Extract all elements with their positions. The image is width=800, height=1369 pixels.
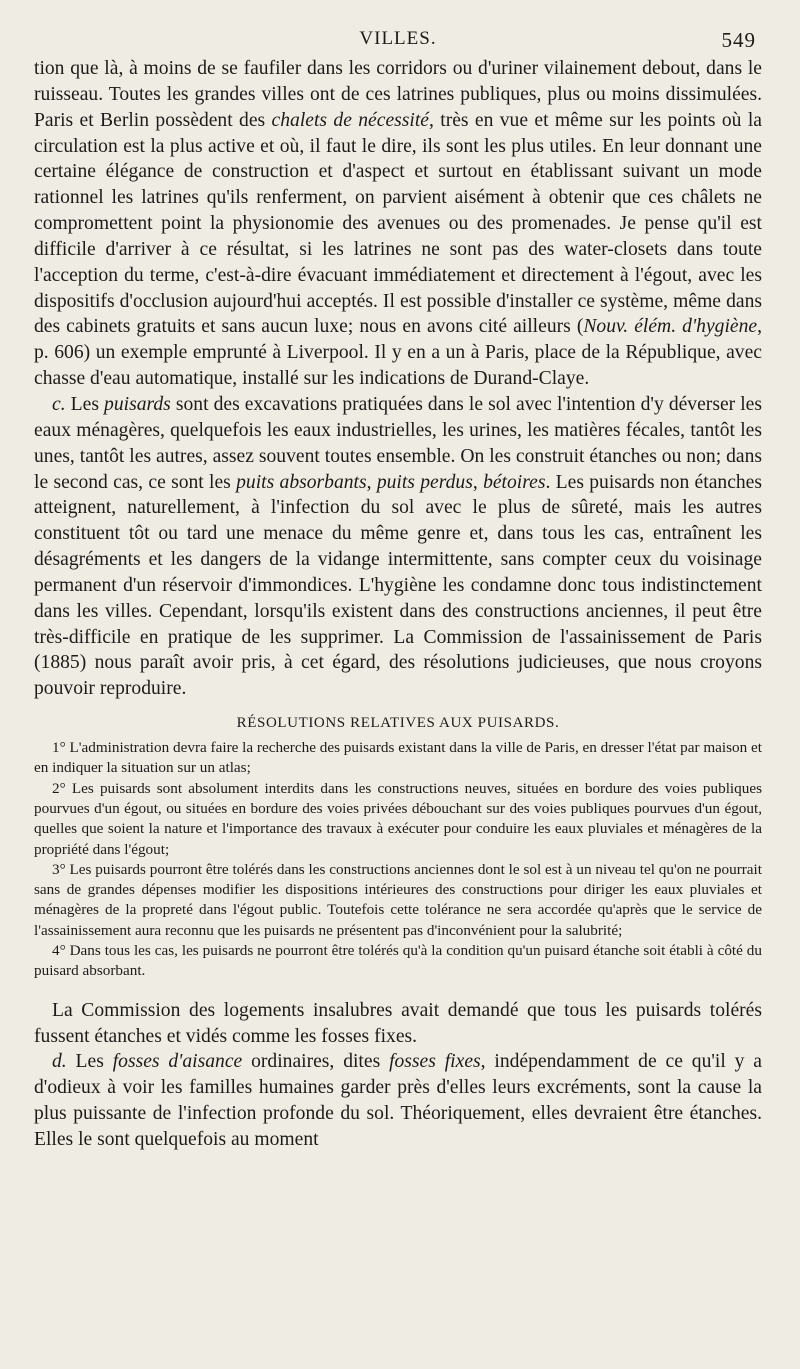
resolution-item: 4° Dans tous les cas, les puisards ne pourront être tolérés qu'à la condition qu'un puisard étanche soit établi à côté du puisard absorbant. [34, 942, 762, 980]
main-text [34, 56, 762, 702]
section-title: RÉSOLUTIONS RELATIVES AUX PUISARDS. [236, 715, 560, 732]
paragraph-commission: La Commission des logements insalubres avait demandé que tous les puisards tolérés fussent étanches et vidés comme les fosses fixes. [34, 999, 762, 1047]
resolutions-list [34, 738, 762, 982]
resolution-item: 3° Les puisards pourront être tolérés dans les constructions anciennes dont le sol est à un niveau tel qu'on ne pourrait sans de grandes dépenses modifier les dispositions intérieures des constructions pour diriger les eaux pluviales et ménagères de la propreté dans l'égout public. Toutefois cette tolérance ne sera accordée qu'après que le service de l'assainissement aura reconnu que les puisards ne présentent pas d'inconvénient pour la salubrité; [34, 860, 762, 939]
resolution-item: 2° Les puisards sont absolument interdits dans les constructions neuves, situées en bordure des voies publiques pourvues d'un égout, ou situées en bordure des voies privées débouchant sur des voies publiques pourvues d'un égout, quelles que soient la nature et l'importance des travaux à exécuter pour conduire les eaux pluviales et ménagères de la propriété dans l'égout; [34, 779, 762, 858]
running-header [34, 28, 762, 52]
closing-text [34, 998, 762, 1153]
paragraph-latrines: tion que là, à moins de se faufiler dans les corridors ou d'uriner vilainement debout, dans le ruisseau. Toutes les grandes villes ont de ces latrines publiques, plus ou moins dissimulées. Paris et Berlin possèdent des chalets de nécessité, très en vue et même sur les points où la circulation est la plus active et où, il faut le dire, ils sont les plus utiles. En leur donnant une certaine élégance de construction et d'aspect et surtout en établissant suivant un mode rationnel les latrines qu'ils renferment, on parvient aisément à obtenir que ces châlets ne compromettent point la physionomie des avenues ou des promenades. Je pense qu'il est difficile d'arriver à ce résultat, si les latrines ne sont pas des water-closets dans toute l'acception du terme, c'est-à-dire évacuant immédiatement et directement à l'égout, avec les dispositifs d'occlusion aujourd'hui acceptés. Il est possible d'installer ce système, même dans des cabinets gratuits et sans aucun luxe; nous en avons cité ailleurs (Nouv. élém. d'hygiène, p. 606) un exemple emprunté à Liverpool. Il y en a un à Paris, place de la République, avec chasse d'eau automatique, installé sur les indications de Durand-Claye. [34, 58, 762, 390]
resolution-item: 1° L'administration devra faire la recherche des puisards existant dans la ville de Paris, en dresser l'état par maison et en indiquer la situation sur un atlas; [34, 739, 762, 777]
paragraph-fosses: d. Les fosses d'aisance ordinaires, dites fosses fixes, indépendamment de ce qu'il y a d'odieux à voir les familles humaines garder près d'elles leurs excréments, sont la cause la plus puissante de l'infection profonde du sol. Théoriquement, elles devraient être étanches. Elles le sont quelquefois au moment [34, 1051, 762, 1150]
page-number: 549 [721, 28, 756, 52]
paragraph-puisards: c. Les puisards sont des excavations pratiquées dans le sol avec l'intention d'y déverser les eaux ménagères, quelquefois les eaux industrielles, les urines, les matières fécales, tantôt les unes, tantôt les autres, assez souvent toutes ensemble. On les construit étanches ou non; dans le second cas, ce sont les puits absorbants, puits perdus, bétoires. Les puisards non étanches atteignent, naturellement, à l'infection du sol avec le plus de sûreté, mais les autres constituent tôt ou tard une menace du même genre et, dans tous les cas, entraînent les désagréments et les dangers de la vidange intermittente, sans compter ceux du voisinage permanent d'un réservoir d'immondices. L'hygiène les condamne donc tous indistinctement dans les villes. Cependant, lorsqu'ils existent dans des constructions anciennes, il peut être très-difficile en pratique de les supprimer. La Commission de l'assainissement de Paris (1885) nous paraît avoir pris, à cet égard, des résolutions judicieuses, que nous croyons pouvoir reproduire. [34, 393, 763, 700]
running-title: VILLES. [359, 28, 437, 49]
